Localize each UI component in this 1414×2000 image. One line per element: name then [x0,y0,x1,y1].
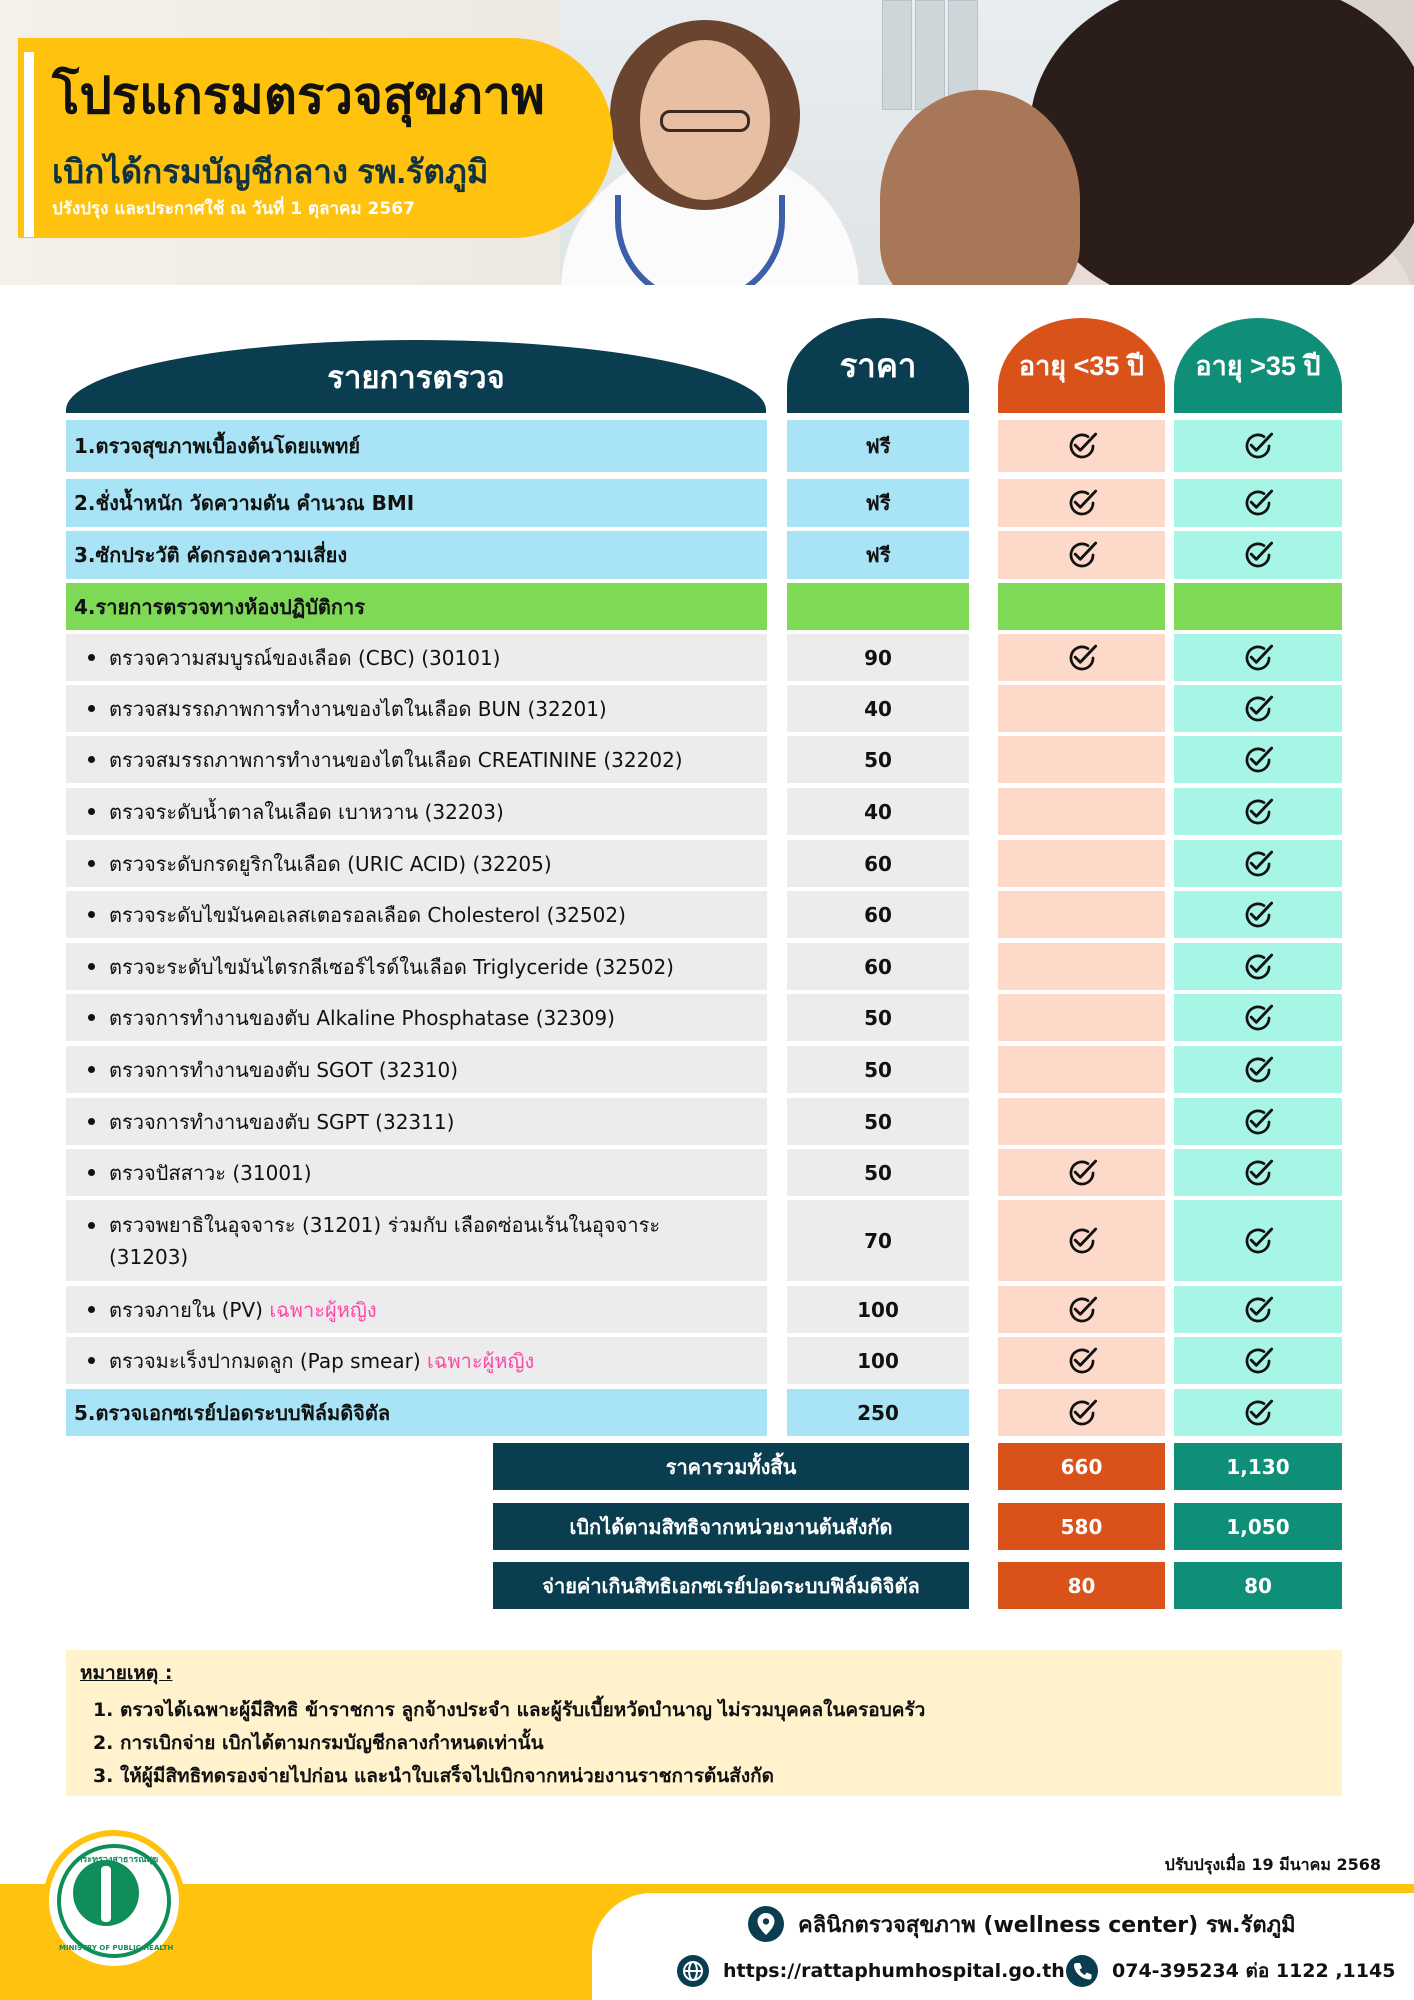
check-circle-icon [1241,692,1275,726]
announcement-date: ปรังปรุง และประกาศใช้ ณ วันที่ 1 ตุลาคม 2567 [52,199,415,219]
clinic-line [748,1906,1296,1942]
note-item: 3. ให้ผู้มีสิทธิทดรองจ่ายไปก่อน และนำใบเสร็จไปเบิกจากหน่วยงานราชการต้นสังกัด [120,1760,1328,1793]
row-label: ตรวจระดับน้ำตาลในเลือด เบาหวาน (32203) [109,799,504,824]
row-label: ตรวจระดับไขมันคอเลสเตอรอลเลือด Cholesterol (32502) [109,902,626,927]
row-price: ฟรี [787,420,969,472]
check-circle-icon [1065,486,1099,520]
table-row [0,634,1414,681]
row-price: ฟรี [787,479,969,527]
check-circle-icon [1065,429,1099,463]
check-circle-icon [1241,898,1275,932]
over35-cell [1174,1098,1342,1145]
row-label: ตรวจการทำงานของตับ Alkaline Phosphatase (32309) [109,1005,615,1030]
row-label: ตรวจะระดับไขมันไตรกลีเซอร์ไรด์ในเลือด Triglyceride (32502) [109,954,674,979]
check-circle-icon [1065,1396,1099,1430]
logo-text-top: กระทรวงสาธารณสุข [77,1855,159,1865]
check-circle-icon [1241,641,1275,675]
table-row [0,788,1414,835]
check-circle-icon [1065,1156,1099,1190]
check-circle-icon [1241,1053,1275,1087]
row-label: ตรวจความสมบูรณ์ของเลือด (CBC) (30101) [109,645,501,670]
phone-number[interactable]: 074-395234 ต่อ 1122 ,1145 [1112,1960,1396,1982]
excess-payment-label: จ่ายค่าเกินสิทธิเอกซเรย์ปอดระบบฟิล์มดิจิตัล [493,1562,969,1609]
over35-cell [1174,420,1342,472]
reimbursable-over35: 1,050 [1174,1503,1342,1550]
check-circle-icon [1241,847,1275,881]
row-label: 2.ชั่งน้ำหนัก วัดความดัน คำนวณ BMI [66,479,767,527]
under35-cell [998,1389,1165,1436]
table-row [0,943,1414,990]
over35-cell [1174,994,1342,1041]
table-row [0,994,1414,1041]
row-label: ตรวจการทำงานของตับ SGOT (32310) [109,1057,459,1082]
column-header-price: ราคา [787,318,969,413]
check-circle-icon [1065,1224,1099,1258]
table-row [0,1046,1414,1093]
check-circle-icon [1065,641,1099,675]
column-header-under-35: อายุ <35 ปี [998,318,1165,413]
under35-cell [998,479,1165,527]
table-row [0,891,1414,938]
over35-cell [1174,1286,1342,1333]
check-circle-icon [1241,950,1275,984]
row-label: ตรวจพยาธิในอุจจาระ (31201) ร่วมกับ เลือดซ่อนเร้นในอุจจาระ (31203) [109,1212,661,1269]
table-row [0,1098,1414,1145]
row-label: 5.ตรวจเอกซเรย์ปอดระบบฟิล์มดิจิตัล [66,1389,767,1436]
check-circle-icon [1241,1396,1275,1430]
check-circle-icon [1241,486,1275,520]
table-row [0,531,1414,579]
over35-cell [1174,685,1342,732]
row-price: 250 [787,1389,969,1436]
logo-text-bottom: MINISTRY OF PUBLIC HEALTH [59,1944,174,1952]
table-row [0,420,1414,472]
phone-icon [1066,1955,1098,1987]
over35-cell [1174,840,1342,887]
over35-cell [1174,1200,1342,1281]
row-label: ตรวจปัสสาวะ (31001) [109,1160,312,1185]
note-item: 1. ตรวจได้เฉพาะผู้มีสิทธิ ข้าราชการ ลูกจ้างประจำ และผู้รับเบี้ยหวัดบำนาญ ไม่รวมบุคคลในครอบครัว [120,1694,1328,1727]
over35-cell [1174,788,1342,835]
check-circle-icon [1241,1001,1275,1035]
under35-cell [998,1286,1165,1333]
table-row [0,1149,1414,1196]
row-price: 50 [787,994,969,1041]
over35-cell [1174,1389,1342,1436]
under35-cell [998,1098,1165,1145]
under35-cell [998,736,1165,783]
globe-icon [677,1955,709,1987]
section-row [0,583,1414,630]
over35-cell [1174,943,1342,990]
under35-cell [998,1046,1165,1093]
location-pin-icon [748,1906,784,1942]
under35-cell [998,1200,1165,1281]
over35-cell [1174,1337,1342,1384]
row-label: 1.ตรวจสุขภาพเบื้องต้นโดยแพทย์ [66,420,767,472]
row-price: 100 [787,1337,969,1384]
under35-cell [998,840,1165,887]
row-label: ตรวจระดับกรดยูริกในเลือด (URIC ACID) (32205) [109,851,552,876]
over35-cell [1174,736,1342,783]
over35-cell [1174,634,1342,681]
row-price: 60 [787,840,969,887]
row-price: 50 [787,736,969,783]
total-price-over35: 1,130 [1174,1443,1342,1490]
reimbursable-label: เบิกได้ตามสิทธิจากหน่วยงานต้นสังกัด [493,1503,969,1550]
row-label: ตรวจภายใน (PV) [109,1297,263,1322]
check-circle-icon [1065,538,1099,572]
excess-payment-under35: 80 [998,1562,1165,1609]
women-only-note: เฉพาะผู้หญิง [427,1348,535,1373]
under35-cell [998,685,1165,732]
under35-cell [998,788,1165,835]
table-row [0,840,1414,887]
table-row [0,736,1414,783]
check-circle-icon [1241,1156,1275,1190]
under35-cell [998,531,1165,579]
over35-cell [1174,891,1342,938]
row-price: 40 [787,788,969,835]
check-circle-icon [1241,795,1275,829]
row-label: ตรวจการทำงานของตับ SGPT (32311) [109,1109,455,1134]
title-accent-bar [24,52,34,237]
row-price: 60 [787,943,969,990]
column-header-over-35: อายุ >35 ปี [1174,318,1342,413]
row-price: 60 [787,891,969,938]
over35-cell [1174,1149,1342,1196]
check-circle-icon [1241,1293,1275,1327]
total-price-label: ราคารวมทั้งสิ้น [493,1443,969,1490]
row-price: ฟรี [787,531,969,579]
updated-date: ปรับปรุงเมื่อ 19 มีนาคม 2568 [1164,1855,1381,1874]
row-label: ตรวจสมรรถภาพการทำงานของไตในเลือด BUN (32201) [109,696,607,721]
ministry-logo [43,1830,185,1972]
over35-cell [1174,531,1342,579]
check-circle-icon [1241,1344,1275,1378]
under35-cell [998,891,1165,938]
row-label: ตรวจสมรรถภาพการทำงานของไตในเลือด CREATININE (32202) [109,747,683,772]
table-row [0,685,1414,732]
total-price-under35: 660 [998,1443,1165,1490]
check-circle-icon [1241,1224,1275,1258]
website-line [677,1955,1065,1987]
row-price: 100 [787,1286,969,1333]
row-price: 50 [787,1098,969,1145]
row-label: ตรวจมะเร็งปากมดลูก (Pap smear) [109,1348,421,1373]
check-circle-icon [1241,429,1275,463]
women-only-note: เฉพาะผู้หญิง [269,1297,377,1322]
row-price: 90 [787,634,969,681]
table-row [0,479,1414,527]
notes-title: หมายเหตุ : [80,1662,173,1684]
column-header-item: รายการตรวจ [66,340,766,413]
table-row [0,1200,1414,1281]
row-price: 50 [787,1149,969,1196]
page-title: โปรแกรมตรวจสุขภาพ [52,67,545,124]
check-circle-icon [1065,1344,1099,1378]
check-circle-icon [1241,1105,1275,1139]
row-price: 50 [787,1046,969,1093]
reimbursable-under35: 580 [998,1503,1165,1550]
table-row [0,1286,1414,1333]
section-label: 4.รายการตรวจทางห้องปฏิบัติการ [66,583,767,630]
row-price: 70 [787,1200,969,1281]
under35-cell [998,994,1165,1041]
under35-cell [998,420,1165,472]
over35-cell [1174,479,1342,527]
under35-cell [998,943,1165,990]
excess-payment-over35: 80 [1174,1562,1342,1609]
over35-cell [1174,1046,1342,1093]
table-row [0,1389,1414,1436]
table-row [0,1337,1414,1384]
website-link[interactable]: https://rattaphumhospital.go.th [723,1960,1065,1982]
check-circle-icon [1241,538,1275,572]
page-subtitle: เบิกได้กรมบัญชีกลาง รพ.รัตภูมิ [52,153,489,190]
row-label: 3.ซักประวัติ คัดกรองความเสี่ยง [66,531,767,579]
notes-box [66,1650,1342,1796]
check-circle-icon [1065,1293,1099,1327]
clinic-name: คลินิกตรวจสุขภาพ (wellness center) รพ.รัตภูมิ [798,1912,1296,1938]
under35-cell [998,634,1165,681]
note-item: 2. การเบิกจ่าย เบิกได้ตามกรมบัญชีกลางกำหนดเท่านั้น [120,1727,1328,1760]
row-price: 40 [787,685,969,732]
under35-cell [998,1149,1165,1196]
check-circle-icon [1241,743,1275,777]
phone-line [1066,1955,1395,1987]
under35-cell [998,1337,1165,1384]
